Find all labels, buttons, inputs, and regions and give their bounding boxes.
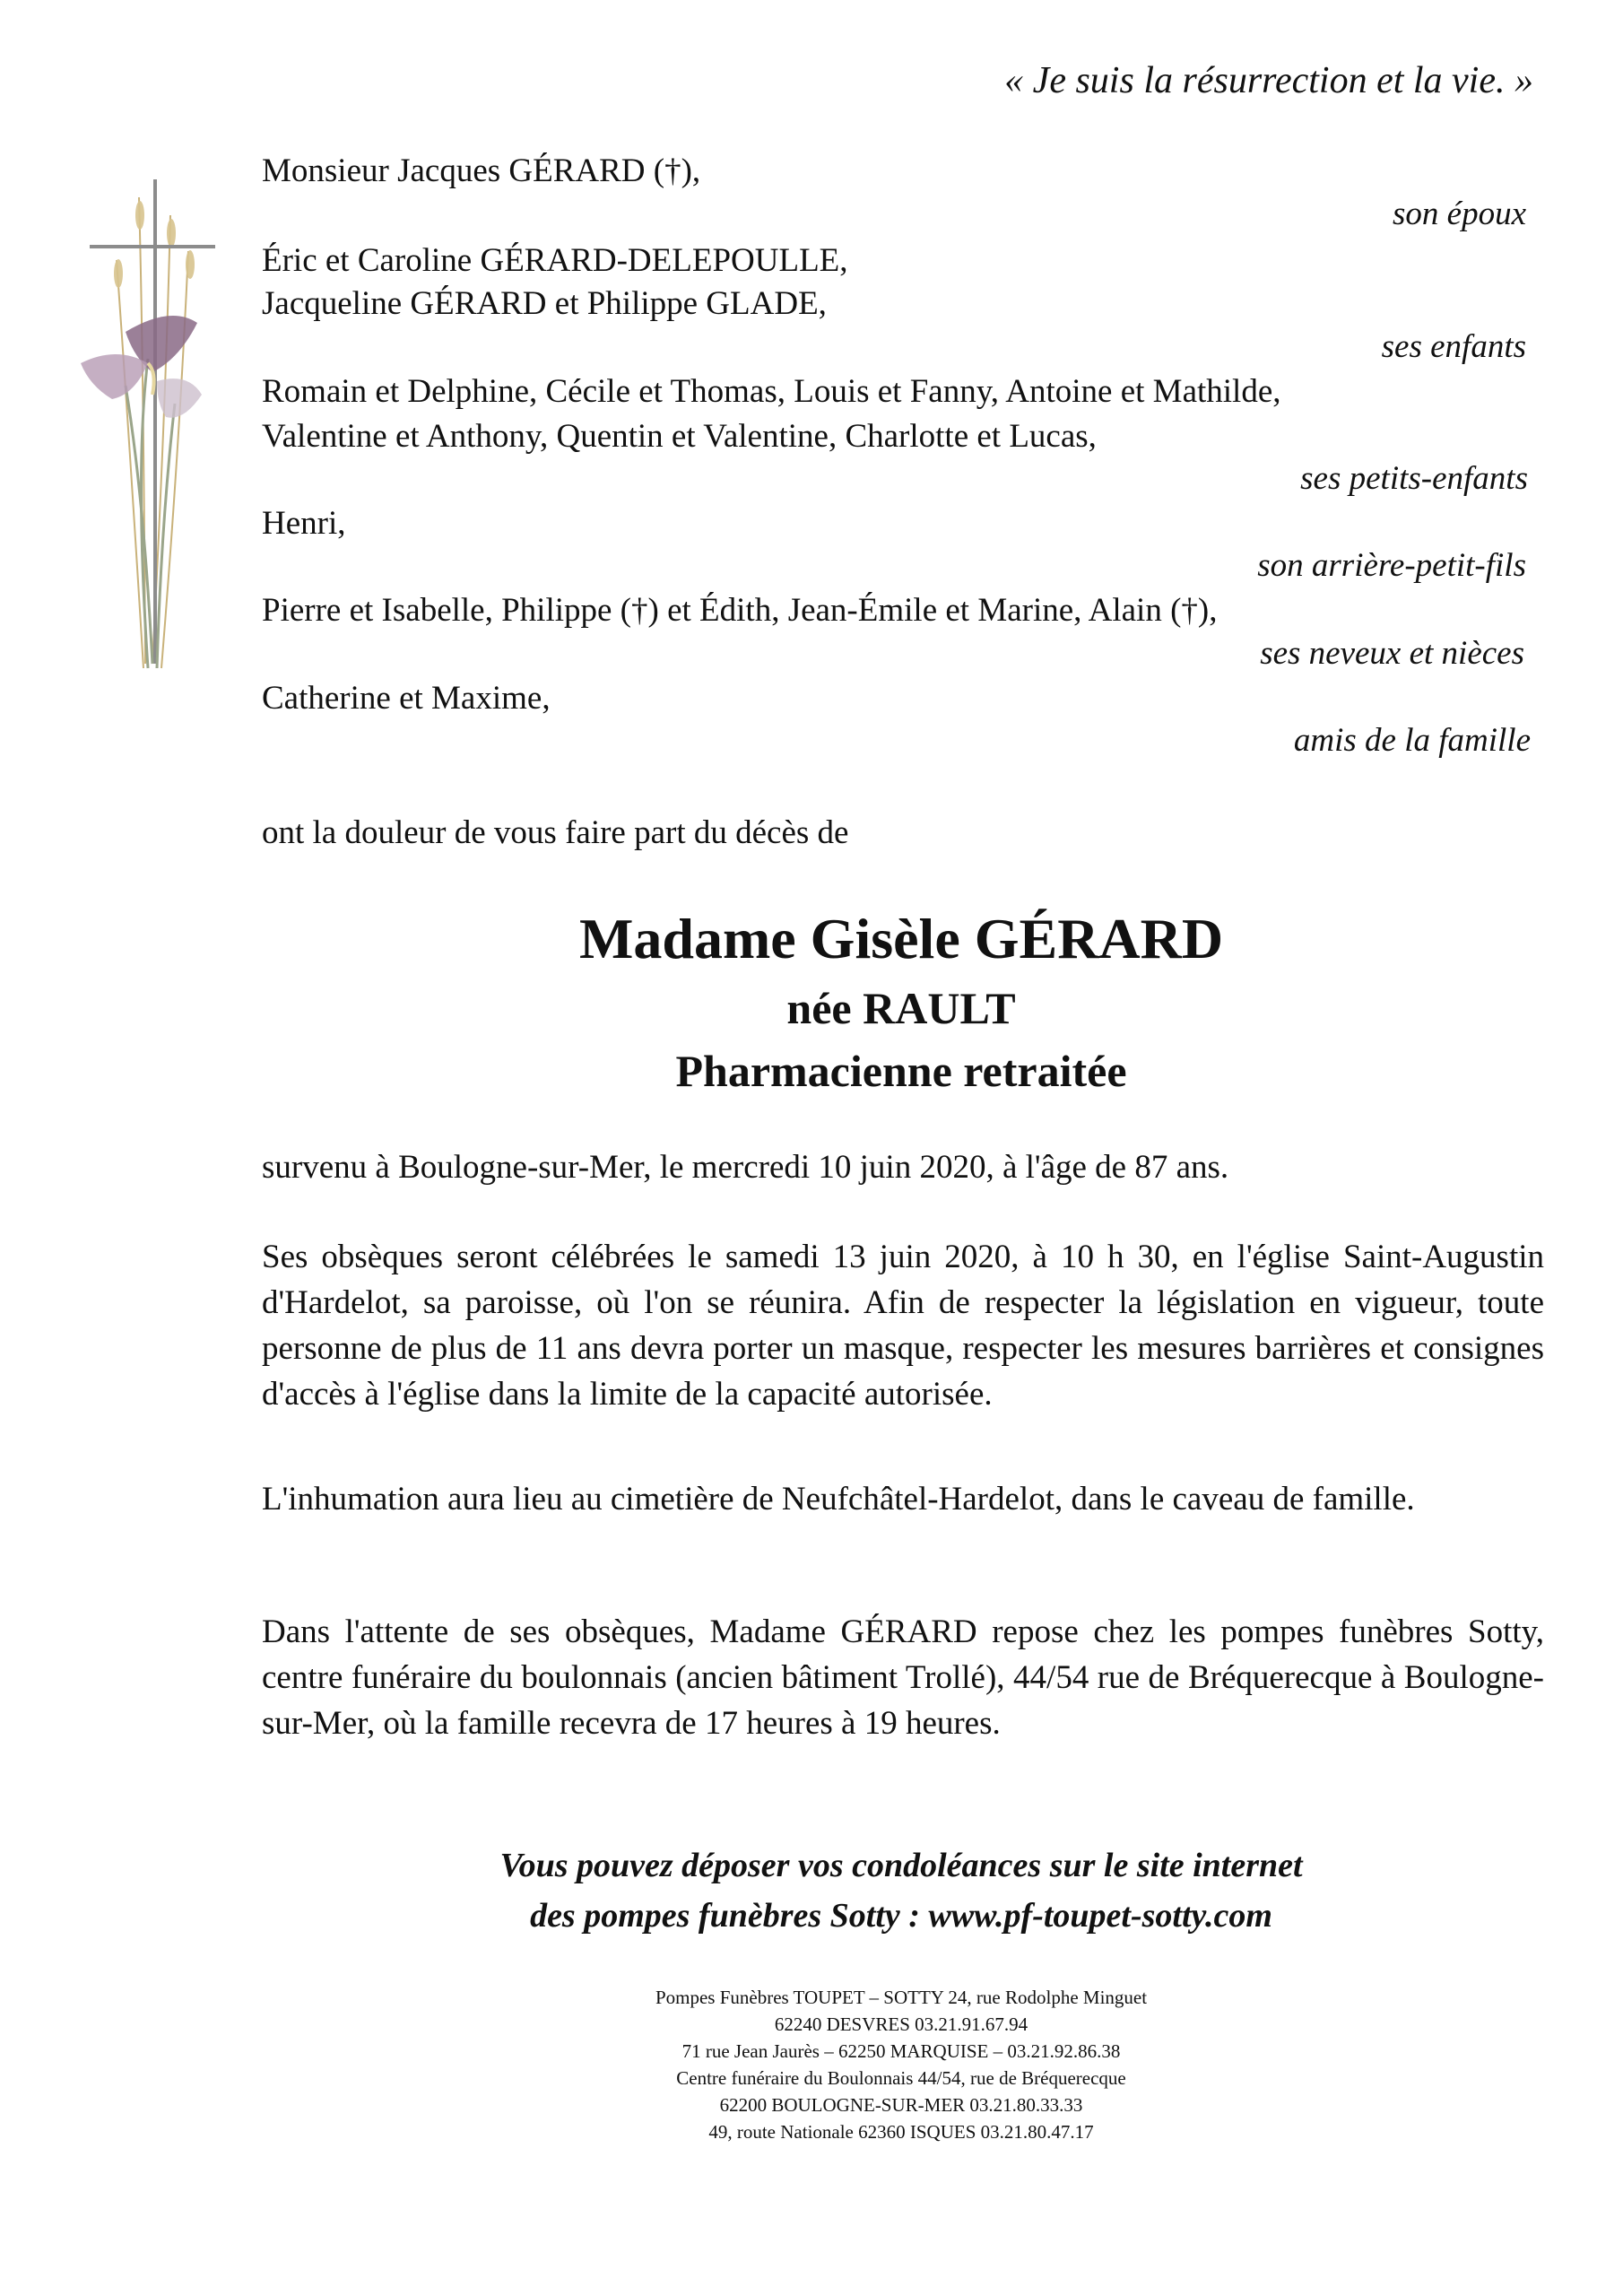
deceased-profession: Pharmacienne retraitée <box>675 1046 1127 1096</box>
family-line: Monsieur Jacques GÉRARD (†), <box>262 152 701 189</box>
cross-icon <box>90 179 215 664</box>
wheat-icon <box>117 197 188 668</box>
condolences-line: Vous pouvez déposer vos condoléances sur le site internet <box>499 1847 1303 1884</box>
relation-label: ses neveux et nièces <box>1260 635 1524 672</box>
family-line: Valentine et Anthony, Quentin et Valentine, Charlotte et Lucas, <box>262 418 1097 455</box>
visitation-details: Dans l'attente de ses obsèques, Madame GÉRARD repose chez les pompes funèbres Sotty, centre funéraire du boulonnais (ancien bâtiment Trollé), 44/54 rue de Bréquerecque à Boulogne-sur-Mer, où la famille recevra de 17 heures à 19 heures. <box>262 1613 1544 1742</box>
funeral-home-footer <box>90 1984 1623 2145</box>
footer-line: 49, route Nationale 62360 ISQUES 03.21.80.47.17 <box>708 2121 1094 2143</box>
death-notice: survenu à Boulogne-sur-Mer, le mercredi 10 juin 2020, à l'âge de 87 ans. <box>262 1149 1229 1186</box>
relation-label: amis de la famille <box>1293 722 1531 759</box>
family-line: Catherine et Maxime, <box>262 680 551 717</box>
calla-lily-icon <box>81 316 202 418</box>
family-line: Henri, <box>262 505 346 542</box>
deceased-name: Madame Gisèle GÉRARD <box>578 907 1224 970</box>
relation-label: ses petits-enfants <box>1300 460 1528 497</box>
relation-label: son arrière-petit-fils <box>1257 547 1526 584</box>
burial-details: L'inhumation aura lieu au cimetière de Neufchâtel-Hardelot, dans le caveau de famille. <box>262 1481 1415 1518</box>
funeral-details: Ses obsèques seront célébrées le samedi 13 juin 2020, à 10 h 30, en l'église Saint-Augustin d'Hardelot, sa paroisse, où l'on se réunira. Afin de respecter la législation en vigueur, toute personne de plus de 11 ans devra porter un masque, respecter les mesures barrières et consignes d'accès à l'église dans la limite de la capacité autorisée. <box>262 1239 1544 1413</box>
footer-line: 62200 BOULOGNE-SUR-MER 03.21.80.33.33 <box>719 2094 1083 2116</box>
condolences-line: des pompes funèbres Sotty : www.pf-toupet-sotty.com <box>530 1897 1272 1935</box>
footer-line: Pompes Funèbres TOUPET – SOTTY 24, rue Rodolphe Minguet <box>655 1987 1148 2008</box>
family-line: Pierre et Isabelle, Philippe (†) et Édith, Jean-Émile et Marine, Alain (†), <box>262 592 1218 629</box>
family-line: Éric et Caroline GÉRARD-DELEPOULLE, <box>262 242 848 279</box>
maiden-name: née RAULT <box>786 983 1016 1033</box>
family-line: Jacqueline GÉRARD et Philippe GLADE, <box>262 285 827 322</box>
relation-label: ses enfants <box>1381 328 1526 365</box>
cross-lily-illustration <box>63 179 242 682</box>
footer-line: Centre funéraire du Boulonnais 44/54, rue de Bréquerecque <box>676 2067 1126 2089</box>
epigraph: « Je suis la résurrection et la vie. » <box>1004 60 1533 101</box>
announcement-intro: ont la douleur de vous faire part du décès de <box>262 814 849 851</box>
relation-label: son époux <box>1393 196 1526 232</box>
condolences-notice <box>90 1840 1623 1941</box>
family-line: Romain et Delphine, Cécile et Thomas, Louis et Fanny, Antoine et Mathilde, <box>262 373 1281 410</box>
footer-line: 71 rue Jean Jaurès – 62250 MARQUISE – 03.21.92.86.38 <box>681 2040 1121 2062</box>
footer-line: 62240 DESVRES 03.21.91.67.94 <box>774 2013 1028 2035</box>
